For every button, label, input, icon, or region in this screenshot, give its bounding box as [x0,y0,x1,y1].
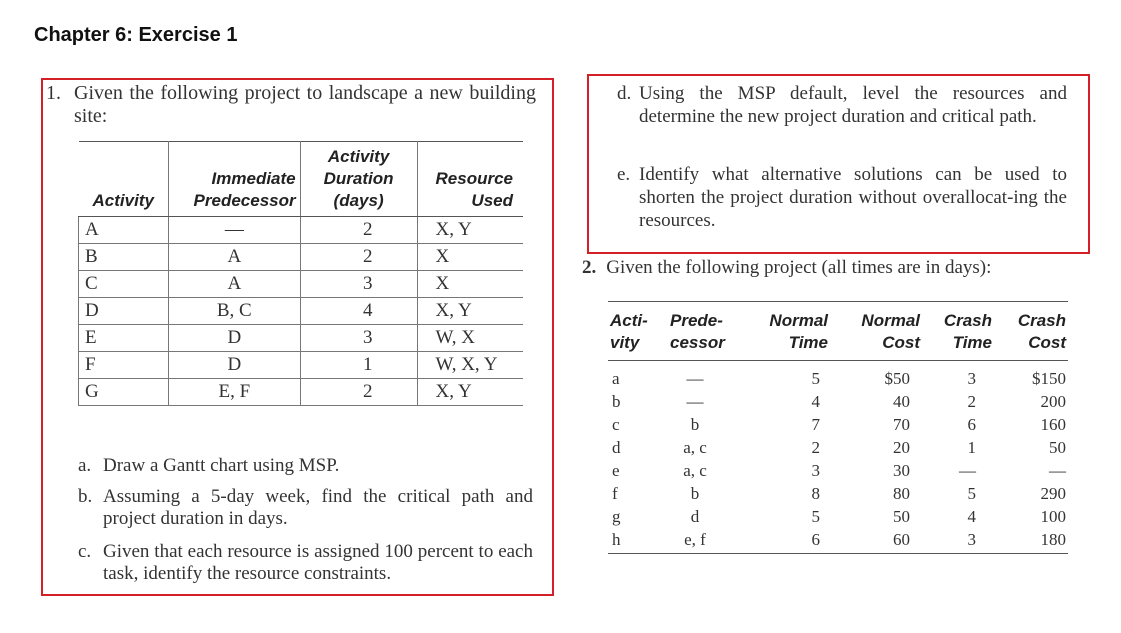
question-1-intro [46,82,536,128]
crash-table [608,301,1068,554]
cell-duration: 1 [300,352,417,379]
crash-row [608,361,1068,391]
cell-normal-cost: 80 [893,484,910,503]
cell-predecessor: D [169,352,301,379]
cell-activity: b [612,392,621,411]
cell-predecessor: e, f [668,528,750,554]
header-normal-time: Normal Time [750,302,830,361]
cell-predecessor: — [686,392,704,411]
cell-activity: C [79,271,169,298]
cell-crash-time: 3 [922,528,994,554]
question-1a-label: a. [78,455,92,476]
question-1e-label: e. [617,164,631,185]
question-1d-text: Using the MSP default, level the resources and determine the new project duration and critical path. [639,83,1067,127]
cell-normal-time: 4 [811,392,820,411]
cell-activity: F [79,352,169,379]
cell-duration: 2 [300,244,417,271]
cell-activity: g [612,507,621,526]
activity-table-header [79,142,524,217]
cell-activity: E [79,325,169,352]
cell-crash-time: 5 [967,484,976,503]
activity-row [79,298,524,325]
question-1d-label: d. [617,83,632,104]
question-1-number: 1. [46,82,61,104]
cell-activity: A [79,217,169,244]
cell-normal-cost: 20 [893,438,910,457]
activity-row [79,217,524,244]
question-1e-text: Identify what alternative solutions can be used to shorten the project duration without overallocat-ing the resources. [639,164,1067,231]
cell-predecessor: b [690,415,700,434]
header-crash-time: Crash Time [922,302,994,361]
cell-predecessor: a, c [683,461,707,480]
cell-predecessor: A [169,271,301,298]
header-predecessor-2: Prede- cessor [668,302,750,361]
header-crash-cost: Crash Cost [994,302,1068,361]
cell-duration: 4 [300,298,417,325]
header-activity: Activity [79,142,169,217]
crash-row [608,390,1068,413]
crash-row [608,436,1068,459]
header-duration: Activity Duration (days) [300,142,417,217]
cell-duration: 2 [300,217,417,244]
cell-normal-cost: 60 [830,528,922,554]
question-1e [617,163,1067,232]
header-activity-2: Acti- vity [608,302,668,361]
cell-normal-cost: 30 [893,461,910,480]
cell-crash-time: 2 [967,392,976,411]
cell-crash-time: 6 [967,415,976,434]
cell-predecessor: — [686,369,704,388]
question-1-text: Given the following project to landscape a new building site: [74,82,536,127]
cell-normal-time: 2 [811,438,820,457]
question-1c-text: Given that each resource is assigned 100 percent to each task, identify the resource constraints. [103,541,533,584]
question-2-number: 2. [582,257,597,278]
question-1b-text: Assuming a 5-day week, find the critical path and project duration in days. [103,486,533,529]
cell-activity: D [79,298,169,325]
cell-resource: X, Y [417,298,523,325]
cell-normal-cost: 50 [893,507,910,526]
cell-crash-cost: 50 [1049,438,1066,457]
crash-row [608,505,1068,528]
cell-activity: B [79,244,169,271]
crash-row [608,482,1068,505]
cell-activity: h [608,528,668,554]
cell-crash-cost: 290 [1040,484,1066,503]
activity-row [79,352,524,379]
cell-predecessor: — [169,217,301,244]
activity-table [78,141,523,406]
header-resource: Resource Used [417,142,523,217]
cell-normal-cost: 40 [893,392,910,411]
cell-resource: W, X, Y [417,352,523,379]
activity-row [79,325,524,352]
cell-crash-time: 3 [967,369,976,388]
cell-normal-time: 5 [811,507,820,526]
cell-resource: X, Y [417,217,523,244]
cell-activity: e [612,461,620,480]
question-1d [617,82,1067,128]
cell-resource: X, Y [417,379,523,406]
cell-normal-time: 3 [811,461,820,480]
cell-crash-time: 1 [967,438,976,457]
crash-table-header [608,302,1068,361]
cell-crash-cost: 160 [1040,415,1066,434]
cell-predecessor: B, C [169,298,301,325]
cell-activity: d [612,438,621,457]
cell-predecessor: d [690,507,700,526]
question-2-intro [582,257,991,279]
cell-crash-cost: $150 [1032,369,1066,388]
cell-crash-time: — [959,461,976,480]
cell-normal-cost: $50 [884,369,910,388]
question-1c-label: c. [78,541,92,562]
question-1a [78,455,533,477]
cell-predecessor: D [169,325,301,352]
question-1c [78,541,533,585]
cell-resource: W, X [417,325,523,352]
header-normal-cost: Normal Cost [830,302,922,361]
cell-duration: 3 [300,271,417,298]
cell-resource: X [417,271,523,298]
cell-predecessor: E, F [169,379,301,406]
cell-crash-time: 4 [967,507,976,526]
cell-resource: X [417,244,523,271]
cell-crash-cost: 100 [1040,507,1066,526]
activity-row [79,271,524,298]
header-predecessor: Immediate Predecessor [169,142,301,217]
activity-row [79,379,524,406]
cell-normal-time: 7 [811,415,820,434]
cell-activity: f [612,484,618,503]
cell-activity: c [612,415,620,434]
cell-predecessor: a, c [683,438,707,457]
cell-normal-cost: 70 [893,415,910,434]
question-1a-text: Draw a Gantt chart using MSP. [103,455,340,476]
cell-normal-time: 8 [811,484,820,503]
crash-row [608,413,1068,436]
question-1b [78,486,533,530]
cell-predecessor: A [169,244,301,271]
cell-predecessor: b [690,484,700,503]
cell-duration: 3 [300,325,417,352]
cell-activity: a [612,369,620,388]
cell-crash-cost: — [1049,461,1066,480]
question-2-text: Given the following project (all times are in days): [606,257,992,278]
cell-duration: 2 [300,379,417,406]
cell-crash-cost: 180 [994,528,1068,554]
cell-crash-cost: 200 [1040,392,1066,411]
crash-row [608,459,1068,482]
crash-row [608,528,1068,554]
page-title: Chapter 6: Exercise 1 [34,24,238,46]
cell-activity: G [79,379,169,406]
cell-normal-time: 5 [811,369,820,388]
cell-normal-time: 6 [750,528,830,554]
activity-row [79,244,524,271]
question-1b-label: b. [78,486,93,507]
